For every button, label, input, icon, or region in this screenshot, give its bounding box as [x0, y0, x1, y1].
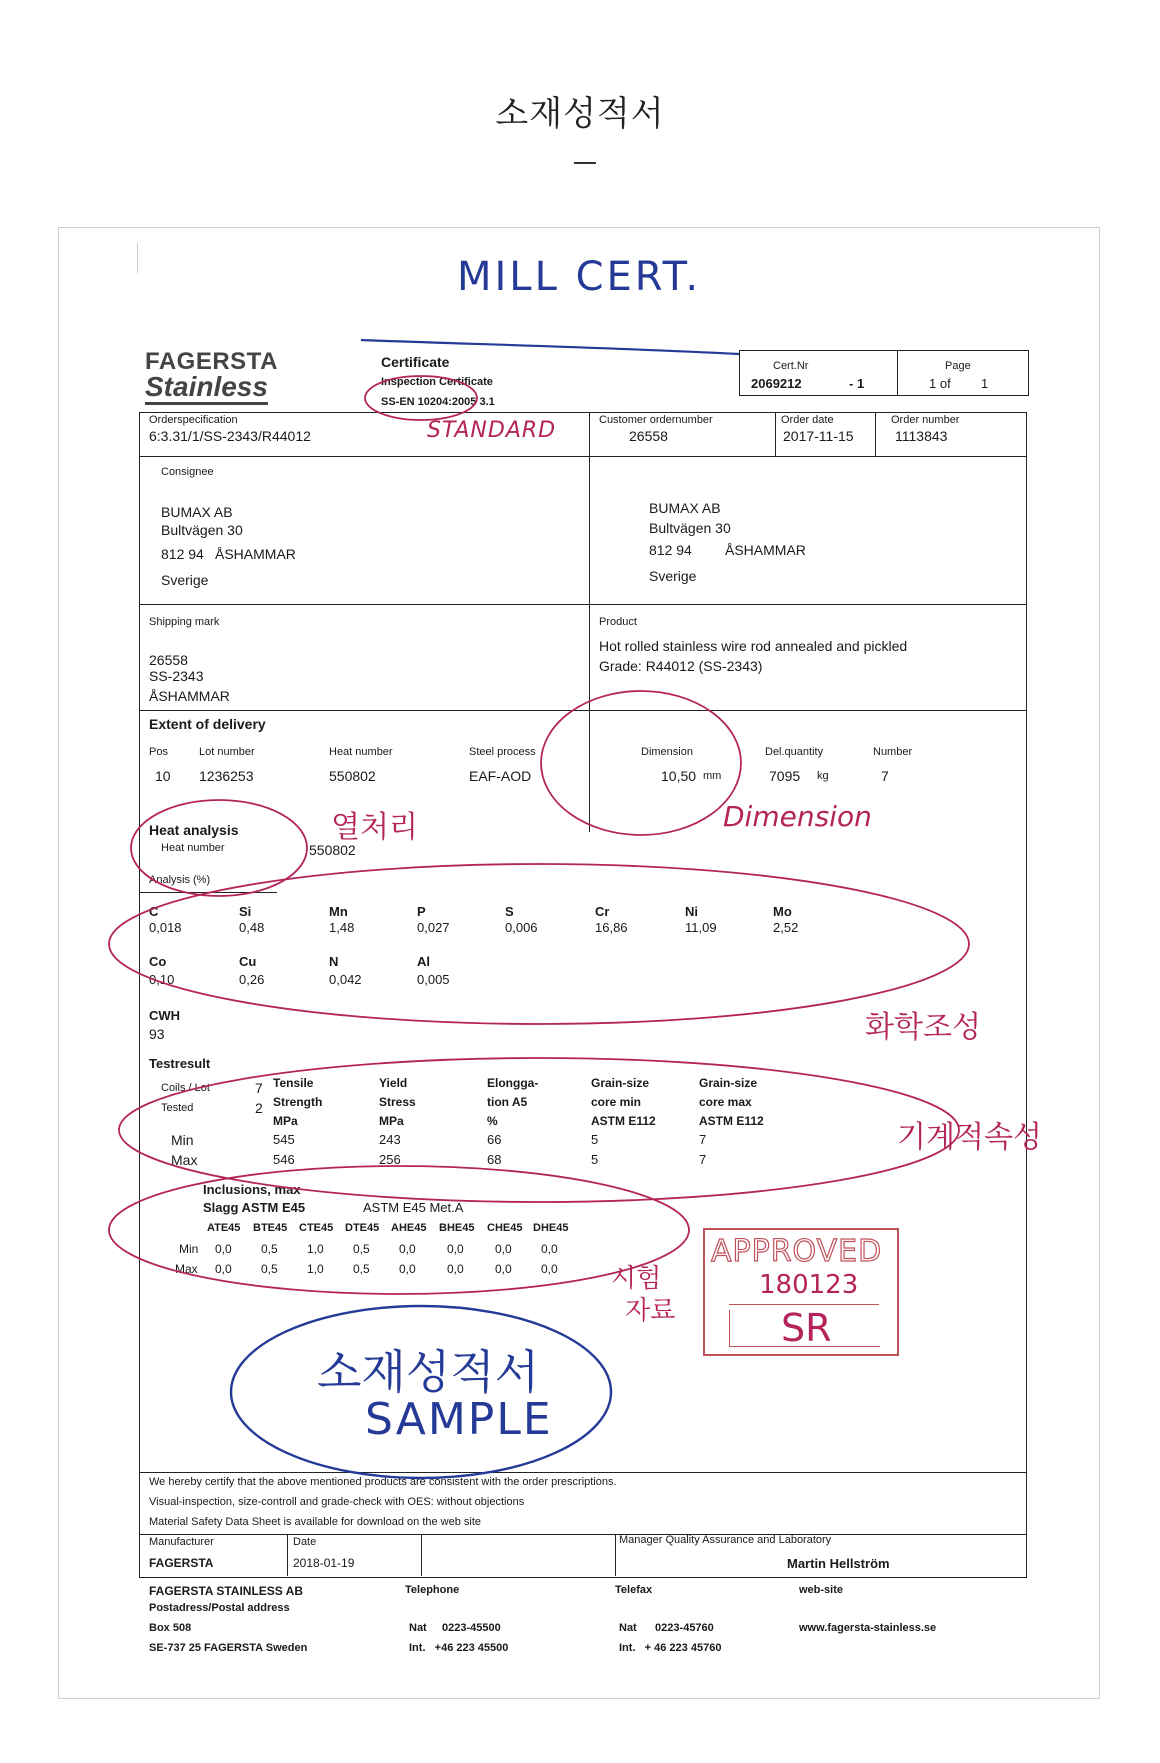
consignee-street: Bultvägen 30 [161, 522, 243, 538]
page-box [897, 350, 1029, 396]
inclusion-max-value: 0,0 [399, 1262, 416, 1276]
annotation-test-1: 시험 [611, 1264, 662, 1294]
element-value: 0,006 [505, 920, 538, 935]
element-symbol: C [149, 904, 159, 919]
sign-date-value: 2018-01-19 [293, 1556, 355, 1570]
inclusion-max-value: 0,0 [495, 1262, 512, 1276]
footer-telephone-nat: Nat 0223-45500 [409, 1622, 501, 1634]
test-max-label: Max [171, 1152, 198, 1168]
extent-of-delivery-title: Extent of delivery [149, 716, 266, 732]
footer-box: Box 508 [149, 1622, 192, 1634]
page-total: 1 [981, 376, 989, 391]
consignee-city: ÅSHAMMAR [215, 546, 296, 562]
order-date-label: Order date [781, 414, 834, 426]
element-symbol: Si [239, 904, 252, 919]
delivery-header-dimension: Dimension [641, 746, 693, 758]
footer-telefax-label: Telefax [615, 1584, 653, 1596]
consignee-label: Consignee [161, 466, 214, 478]
heat-number-value: 550802 [309, 842, 356, 858]
buyer-name: BUMAX AB [649, 500, 721, 516]
footer-telephone-label: Telephone [405, 1584, 460, 1596]
test-min-label: Min [171, 1132, 194, 1148]
delivery-header-quantity: Del.quantity [765, 746, 824, 758]
element-value: 0,10 [149, 972, 175, 987]
inclusion-min-value: 0,0 [399, 1242, 416, 1256]
annotation-sample-english: SAMPLE [365, 1394, 553, 1445]
page-value: 1 of [929, 376, 951, 391]
annotation-mechanical: 기계적속성 [897, 1120, 1042, 1155]
testresult-title: Testresult [149, 1056, 211, 1071]
delivery-header-pos: Pos [149, 746, 168, 758]
coils-value: 7 [255, 1080, 263, 1096]
scan-mark [137, 243, 138, 273]
inspection-label: Inspection Certificate [381, 376, 493, 388]
page-title: 소재성적서 [495, 94, 665, 134]
heat-number-label: Heat number [161, 842, 225, 854]
shipping-mark-line2: SS-2343 [149, 668, 204, 684]
test-column-header: Yield [379, 1076, 408, 1090]
test-column-header: ASTM E112 [699, 1114, 764, 1128]
consignee-name: BUMAX AB [161, 504, 233, 520]
test-column-header: Grain-size [699, 1076, 758, 1090]
inclusion-min-value: 0,5 [353, 1242, 370, 1256]
main-frame [139, 412, 1027, 1578]
inclusion-header: BHE45 [439, 1222, 475, 1234]
delivery-dimension: 10,50 [661, 768, 697, 784]
manager-label: Manager Quality Assurance and Laboratory [619, 1534, 832, 1546]
page-label: Page [945, 360, 971, 372]
element-symbol: Cr [595, 904, 610, 919]
delivery-number: 7 [881, 768, 889, 784]
inclusion-min-value: 1,0 [307, 1242, 324, 1256]
annotation-test-2: 자료 [625, 1296, 676, 1326]
test-max-value: 256 [379, 1152, 401, 1167]
shipping-mark-label: Shipping mark [149, 616, 220, 628]
inclusion-min-value: 0,0 [495, 1242, 512, 1256]
order-date-value: 2017-11-15 [783, 428, 854, 444]
delivery-process: EAF-AOD [469, 768, 532, 784]
inclusion-header: CTE45 [299, 1222, 334, 1234]
inclusion-max-value: 0,5 [261, 1262, 278, 1276]
element-value: 0,042 [329, 972, 362, 987]
inclusion-max-value: 0,0 [447, 1262, 464, 1276]
test-min-value: 7 [699, 1132, 707, 1147]
order-number-value: 1113843 [895, 428, 948, 444]
certify-line2: Visual-inspection, size-controll and grade-check with OES: without objections [149, 1496, 525, 1508]
test-column-header: core min [591, 1095, 642, 1109]
test-min-value: 243 [379, 1132, 401, 1147]
heat-analysis-title: Heat analysis [149, 822, 239, 838]
inclusion-header: CHE45 [487, 1222, 523, 1234]
stamp-initials: SR [781, 1306, 832, 1350]
annotation-heat-treatment: 열처리 [331, 810, 418, 845]
test-column-header: Strength [273, 1095, 323, 1109]
annotation-standard: STANDARD [427, 418, 557, 443]
delivery-pos: 10 [155, 768, 171, 784]
shipping-mark-line1: 26558 [149, 652, 188, 668]
product-line1: Hot rolled stainless wire rod annealed and pickled [599, 638, 908, 654]
orderspec-value: 6:3.31/1/SS-2343/R44012 [149, 428, 311, 444]
footer-telefax-int: Int. + 46 223 45760 [619, 1642, 722, 1654]
manufacturer-label: Manufacturer [149, 1536, 214, 1548]
certify-line3: Material Safety Data Sheet is available for download on the web site [149, 1516, 482, 1528]
test-column-header: MPa [273, 1114, 298, 1128]
certify-line1: We hereby certify that the above mentioned products are consistent with the order prescriptions. [149, 1476, 617, 1488]
inclusions-title: Inclusions, max [203, 1182, 301, 1197]
certificate-label: Certificate [381, 354, 450, 370]
inclusion-min-value: 0,5 [261, 1242, 278, 1256]
delivery-header-lot: Lot number [199, 746, 255, 758]
test-column-header: ASTM E112 [591, 1114, 656, 1128]
inclusion-max-value: 0,0 [215, 1262, 232, 1276]
element-value: 0,26 [239, 972, 265, 987]
cert-nr-suffix: - 1 [849, 376, 865, 391]
inclusion-header: DHE45 [533, 1222, 569, 1234]
inclusion-min-value: 0,0 [541, 1242, 558, 1256]
analysis-label: Analysis (%) [149, 874, 211, 886]
annotation-chemical: 화학조성 [865, 1010, 981, 1045]
inclusion-header: ATE45 [207, 1222, 241, 1234]
mill-cert-arrow [361, 340, 739, 354]
stamp-approved-text: APPROVED [711, 1234, 883, 1269]
test-column-header: Grain-size [591, 1076, 650, 1090]
annotation-mill-cert: MILL CERT. [457, 254, 702, 300]
inclusion-min-value: 0,0 [215, 1242, 232, 1256]
delivery-header-process: Steel process [469, 746, 536, 758]
element-value: 2,52 [773, 920, 799, 935]
order-number-label: Order number [891, 414, 960, 426]
inclusion-header: DTE45 [345, 1222, 380, 1234]
customer-ordernumber-label: Customer ordernumber [599, 414, 713, 426]
test-min-value: 66 [487, 1132, 502, 1147]
inclusion-max-value: 0,5 [353, 1262, 370, 1276]
delivery-lot: 1236253 [199, 768, 254, 784]
cwh-label: CWH [149, 1008, 181, 1023]
manager-name: Martin Hellström [787, 1556, 890, 1571]
test-max-value: 5 [591, 1152, 599, 1167]
test-column-header: % [487, 1114, 498, 1128]
element-symbol: Al [417, 954, 430, 969]
buyer-country: Sverige [649, 568, 697, 584]
product-line2: Grade: R44012 (SS-2343) [599, 658, 763, 674]
manufacturer-value: FAGERSTA [149, 1556, 214, 1570]
test-column-header: Tensile [273, 1076, 314, 1090]
inclusion-max-value: 1,0 [307, 1262, 324, 1276]
tested-value: 2 [255, 1100, 263, 1116]
standard-label: SS-EN 10204:2005 3.1 [381, 396, 495, 408]
test-column-header: Stress [379, 1095, 416, 1109]
inclusion-min-label: Min [179, 1242, 199, 1256]
element-symbol: P [417, 904, 426, 919]
logo-stainless: Stainless [145, 372, 268, 405]
sign-date-label: Date [293, 1536, 317, 1548]
inclusion-max-label: Max [175, 1262, 198, 1276]
consignee-country: Sverige [161, 572, 209, 588]
buyer-city: ÅSHAMMAR [725, 542, 806, 558]
test-min-value: 5 [591, 1132, 599, 1147]
element-symbol: N [329, 954, 339, 969]
coils-label: Coils / Lot [161, 1082, 210, 1094]
delivery-dimension-unit: mm [703, 770, 722, 782]
consignee-zip: 812 94 [161, 546, 204, 562]
element-value: 16,86 [595, 920, 628, 935]
element-value: 0,027 [417, 920, 450, 935]
shipping-mark-line3: ÅSHAMMAR [149, 688, 230, 704]
inclusion-header: AHE45 [391, 1222, 427, 1234]
test-min-value: 545 [273, 1132, 295, 1147]
test-max-value: 7 [699, 1152, 707, 1167]
delivery-quantity-unit: kg [817, 770, 829, 782]
buyer-zip: 812 94 [649, 542, 692, 558]
inclusion-header: BTE45 [253, 1222, 288, 1234]
delivery-quantity: 7095 [769, 768, 801, 784]
footer-web-value: www.fagersta-stainless.se [799, 1622, 937, 1634]
element-value: 1,48 [329, 920, 355, 935]
annotation-sample-korean: 소재성적서 [317, 1345, 540, 1399]
footer-telefax-nat: Nat 0223-45760 [619, 1622, 714, 1634]
test-column-header: MPa [379, 1114, 404, 1128]
element-value: 0,48 [239, 920, 265, 935]
orderspec-label: Orderspecification [149, 414, 238, 426]
title-divider [574, 162, 596, 164]
footer-city: SE-737 25 FAGERSTA Sweden [149, 1642, 308, 1654]
slagg-label: Slagg ASTM E45 [203, 1200, 306, 1215]
test-column-header: tion A5 [487, 1095, 528, 1109]
cert-nr-value: 2069212 [751, 376, 802, 391]
footer-company: FAGERSTA STAINLESS AB [149, 1584, 304, 1598]
test-max-value: 546 [273, 1152, 295, 1167]
footer-postal-label: Postadress/Postal address [149, 1602, 290, 1614]
element-value: 0,018 [149, 920, 182, 935]
cwh-value: 93 [149, 1026, 165, 1042]
buyer-street: Bultvägen 30 [649, 520, 731, 536]
annotation-dimension: Dimension [723, 800, 872, 833]
footer-web-label: web-site [799, 1584, 844, 1596]
test-max-value: 68 [487, 1152, 502, 1167]
test-column-header: Elongga- [487, 1076, 539, 1090]
delivery-header-number: Number [873, 746, 913, 758]
cert-nr-label: Cert.Nr [773, 360, 809, 372]
inclusion-min-value: 0,0 [447, 1242, 464, 1256]
element-symbol: Co [149, 954, 167, 969]
inclusion-max-value: 0,0 [541, 1262, 558, 1276]
stamp-date-handwritten: 180123 [759, 1270, 859, 1300]
certificate-document [58, 227, 1100, 1699]
tested-label: Tested [161, 1102, 194, 1114]
product-label: Product [599, 616, 637, 628]
element-symbol: S [505, 904, 514, 919]
delivery-heat: 550802 [329, 768, 376, 784]
element-symbol: Mn [329, 904, 348, 919]
element-symbol: Ni [685, 904, 698, 919]
element-value: 0,005 [417, 972, 450, 987]
customer-ordernumber-value: 26558 [629, 428, 668, 444]
slagg-method: ASTM E45 Met.A [363, 1200, 464, 1215]
element-value: 11,09 [685, 920, 717, 935]
footer-telephone-int: Int. +46 223 45500 [409, 1642, 509, 1654]
test-column-header: core max [699, 1095, 752, 1109]
logo-fagersta: FAGERSTA [145, 348, 278, 375]
delivery-header-heat: Heat number [329, 746, 393, 758]
element-symbol: Cu [239, 954, 257, 969]
element-symbol: Mo [773, 904, 792, 919]
